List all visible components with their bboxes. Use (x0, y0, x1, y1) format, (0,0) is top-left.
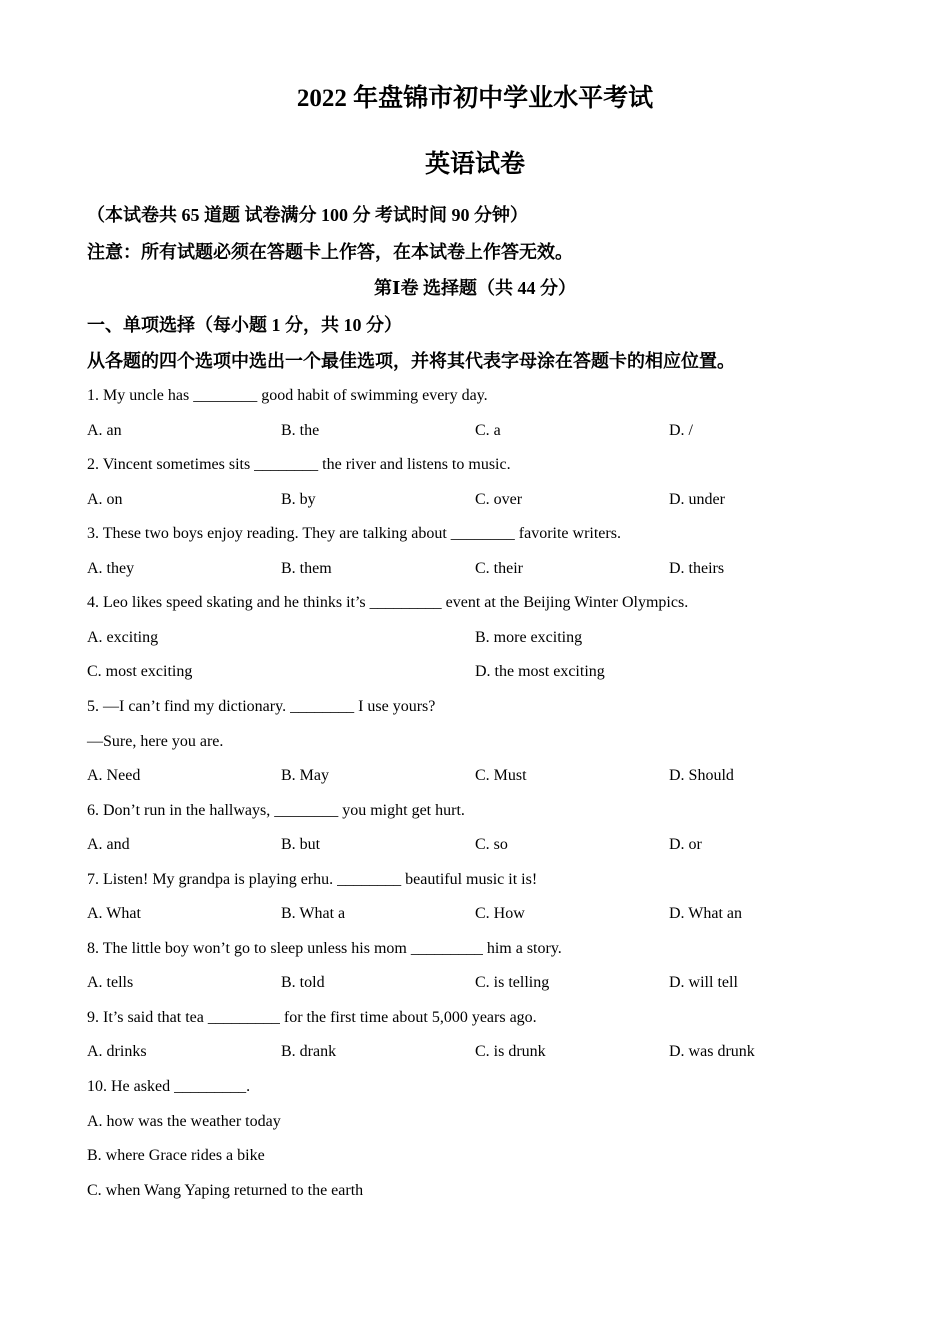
question-stem: 8. The little boy won’t go to sleep unless his mom _________ him a story. (87, 940, 562, 957)
question-stem: 3. These two boys enjoy reading. They are talking about ________ favorite writers. (87, 525, 621, 542)
option-a: A. an (87, 422, 122, 439)
option-b: B. What a (281, 905, 346, 922)
option-b: B. more exciting (475, 629, 583, 646)
question-stem: 2. Vincent sometimes sits ________ the river and listens to music. (87, 456, 511, 473)
option-d: D. under (669, 491, 725, 508)
option-c: C. How (475, 905, 525, 922)
option-b: B. May (281, 767, 329, 784)
option-a: A. on (87, 491, 123, 508)
option-d: D. will tell (669, 974, 738, 991)
option-b: B. but (281, 836, 321, 853)
option-d: D. was drunk (669, 1043, 755, 1060)
part-title: 第Ⅰ卷 选择题（共 44 分） (374, 278, 576, 298)
option-c: C. over (475, 491, 523, 508)
option-d: D. What an (669, 905, 743, 922)
option-d: D. / (669, 422, 693, 439)
section-instruction: 从各题的四个选项中选出一个最佳选项，并将其代表字母涂在答题卡的相应位置。 (87, 351, 735, 371)
option-b: B. by (281, 491, 316, 508)
question-dialogue-reply: —Sure, here you are. (87, 733, 224, 750)
option-d: D. the most exciting (475, 663, 605, 680)
option-c: C. Must (475, 767, 527, 784)
section-title: 一、单项选择（每小题 1 分，共 10 分） (87, 315, 402, 335)
exam-info: （本试卷共 65 道题 试卷满分 100 分 考试时间 90 分钟） (87, 205, 528, 225)
option-a: A. Need (87, 767, 141, 784)
question-stem: 9. It’s said that tea _________ for the first time about 5,000 years ago. (87, 1009, 537, 1026)
option-b: B. drank (281, 1043, 337, 1060)
option-c: C. is telling (475, 974, 550, 991)
option-c: C. their (475, 560, 523, 577)
option-c: C. most exciting (87, 663, 193, 680)
option-b: B. where Grace rides a bike (87, 1147, 265, 1164)
exam-title: 2022 年盘锦市初中学业水平考试 (296, 85, 654, 112)
option-c: C. when Wang Yaping returned to the earth (87, 1182, 364, 1199)
option-c: C. so (475, 836, 508, 853)
option-c: C. is drunk (475, 1043, 546, 1060)
option-b: B. them (281, 560, 332, 577)
option-c: C. a (475, 422, 501, 439)
question-stem: 6. Don’t run in the hallways, ________ you might get hurt. (87, 802, 465, 819)
question-stem: 4. Leo likes speed skating and he thinks it’s _________ event at the Beijing Winter Olympics. (87, 594, 689, 611)
option-a: A. drinks (87, 1043, 147, 1060)
option-a: A. exciting (87, 629, 159, 646)
option-d: D. Should (669, 767, 734, 784)
question-stem: 1. My uncle has ________ good habit of swimming every day. (87, 387, 488, 404)
option-d: D. theirs (669, 560, 725, 577)
option-d: D. or (669, 836, 702, 853)
option-a: A. they (87, 560, 135, 577)
option-b: B. told (281, 974, 325, 991)
option-b: B. the (281, 422, 320, 439)
option-a: A. tells (87, 974, 134, 991)
question-stem: 10. He asked _________. (87, 1078, 251, 1095)
question-stem: 5. —I can’t find my dictionary. ________ I use yours? (87, 698, 436, 715)
option-a: A. and (87, 836, 130, 853)
exam-notice: 注意：所有试题必须在答题卡上作答，在本试卷上作答无效。 (87, 242, 573, 262)
option-a: A. how was the weather today (87, 1113, 281, 1130)
question-stem: 7. Listen! My grandpa is playing erhu. ________ beautiful music it is! (87, 871, 538, 888)
exam-subtitle: 英语试卷 (424, 151, 525, 178)
option-a: A. What (87, 905, 141, 922)
